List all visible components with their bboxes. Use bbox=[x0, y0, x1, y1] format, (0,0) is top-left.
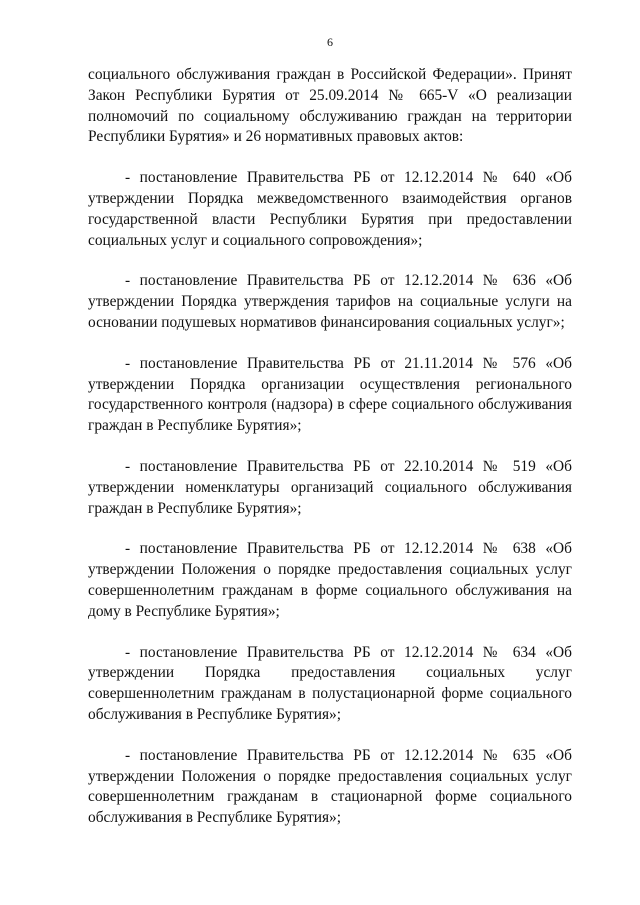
list-item: - постановление Правительства РБ от 22.10.2014 № 519 «Об утверждении номенклатуры организаций социального обслуживания граждан в Республике Бурятия»; bbox=[88, 457, 572, 517]
list-item: - постановление Правительства РБ от 12.12.2014 № 638 «Об утверждении Положения о порядке предоставления социальных услуг совершеннолетним гражданам в форме социального обслуживания на дому в Республике Бурятия»; bbox=[88, 540, 572, 620]
list-item: - постановление Правительства РБ от 12.12.2014 № 635 «Об утверждении Положения о порядке предоставления социальных услуг совершеннолетним гражданам в стационарной форме социального обслуживания в Республике Бурятия»; bbox=[88, 746, 572, 827]
list-item: - постановление Правительства РБ от 12.12.2014 № 634 «Об утверждении Порядка предоставления социальных услуг совершеннолетним гражданам в полустационарной форме социального обслуживания в Республике Бурятия»; bbox=[88, 643, 572, 723]
page-number: 6 bbox=[327, 35, 333, 49]
list-item: - постановление Правительства РБ от 12.12.2014 № 636 «Об утверждении Порядка утверждения тарифов на социальные услуги на основании подушевых нормативов финансирования социальных услуг»; bbox=[88, 272, 572, 331]
document-body bbox=[88, 65, 572, 849]
list-item: - постановление Правительства РБ от 21.11.2014 № 576 «Об утверждении Порядка организации осуществления регионального государственного контроля (надзора) в сфере социального обслуживания граждан в Республике Бурятия»; bbox=[88, 354, 572, 435]
intro-paragraph: социального обслуживания граждан в Российской Федерации». Принят Закон Республики Бурятия от 25.09.2014 № 665-V «О реализации полномочий по социальному обслуживанию граждан на территории Республики Бурятия» и 26 нормативных правовых актов: bbox=[88, 66, 572, 146]
list-item: - постановление Правительства РБ от 12.12.2014 № 640 «Об утверждении Порядка межведомственного взаимодействия органов государственной власти Республики Бурятия при предоставлении социальных услуг и социального сопровождения»; bbox=[88, 169, 572, 249]
